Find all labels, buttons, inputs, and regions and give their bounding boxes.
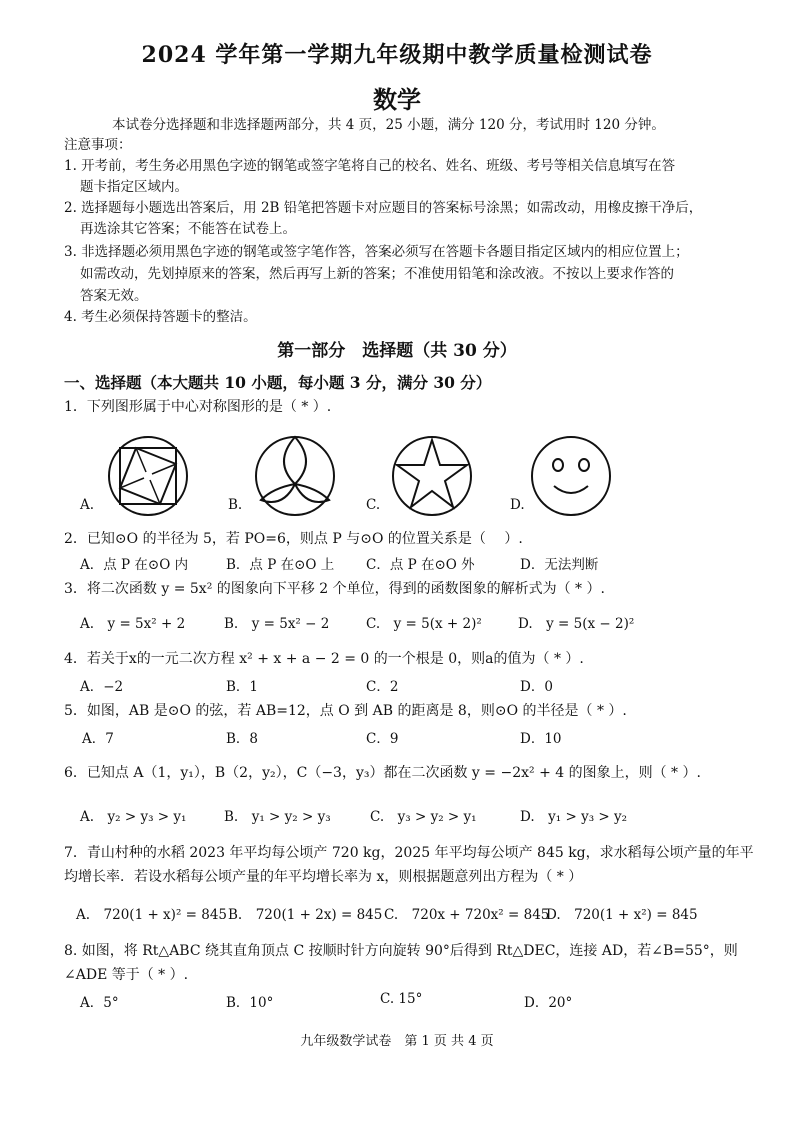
question-6-option-b: B. y₁ > y₂ > y₃	[224, 809, 331, 825]
question-4-option-d: D．0	[520, 679, 553, 695]
question-1-option-b: B.	[228, 497, 243, 513]
square-pinwheel-figure	[106, 434, 190, 518]
question-7-option-c: C. 720x + 720x² = 845	[384, 907, 550, 923]
question-6-option-d: D. y₁ > y₃ > y₂	[520, 809, 628, 825]
notice-item: 再选涂其它答案；不能答在试卷上。	[80, 221, 296, 237]
smiley-face-figure	[529, 434, 613, 518]
question-5-option-b: B．8	[226, 731, 259, 747]
question-3-option-c: C. y = 5(x + 2)²	[366, 616, 482, 632]
question-3-stem: 3．将二次函数 y = 5x² 的图象向下平移 2 个单位，得到的函数图象的解析式为（ * ）.	[64, 581, 605, 597]
question-2-option-a: A．点 P 在⊙O 内	[80, 557, 189, 573]
page-footer: 九年级数学试卷 第 1 页 共 4 页	[300, 1034, 494, 1049]
notice-item: 3. 非选择题必须用黑色字迹的钢笔或签字笔作答，答案必须写在答题卡各题目指定区域内的相应位置上；	[64, 244, 689, 260]
notice-heading: 注意事项：	[64, 137, 132, 153]
notice-item: 1. 开考前，考生务必用黑色字迹的钢笔或签字笔将自己的校名、姓名、班级、考号等相关信息填写在答	[64, 158, 676, 174]
question-8-stem-line-2: ∠ADE 等于（ * ）.	[64, 967, 189, 983]
section-title: 一、选择题（本大题共 10 小题，每小题 3 分，满分 30 分）	[64, 373, 492, 392]
question-8-option-d: D．20°	[524, 995, 573, 1011]
question-2-option-c: C．点 P 在⊙O 外	[366, 557, 475, 573]
question-8-option-a: A．5°	[80, 995, 119, 1011]
notice-item: 4. 考生必须保持答题卡的整洁。	[64, 309, 257, 325]
question-1-option-d: D.	[510, 497, 525, 513]
question-5-option-d: D．10	[520, 731, 562, 747]
star-figure	[390, 434, 474, 518]
subject-title: 数学	[373, 85, 421, 114]
three-petal-figure	[253, 434, 337, 518]
question-1-option-a: A.	[80, 497, 95, 513]
exam-title: 2024 学年第一学期九年级期中教学质量检测试卷	[141, 42, 653, 68]
question-1-stem: 1．下列图形属于中心对称图形的是（ * ）.	[64, 399, 332, 415]
question-6-option-c: C. y₃ > y₂ > y₁	[370, 809, 477, 825]
question-2-stem: 2．已知⊙O 的半径为 5，若 PO=6，则点 P 与⊙O 的位置关系是（ ）.	[64, 531, 523, 547]
question-3-option-d: D. y = 5(x − 2)²	[518, 616, 635, 632]
intro-text: 本试卷分选择题和非选择题两部分，共 4 页，25 小题，满分 120 分，考试用时 120 分钟。	[112, 117, 665, 133]
question-7-option-b: B. 720(1 + 2x) = 845	[228, 907, 383, 923]
question-4-option-c: C．2	[366, 679, 399, 695]
question-4-option-a: A．−2	[80, 679, 124, 695]
question-6-stem: 6．已知点 A（1，y₁），B（2，y₂），C（−3，y₃）都在二次函数 y = −2x² + 4 的图象上，则（ * ）.	[64, 765, 701, 781]
notice-item: 题卡指定区域内。	[80, 179, 188, 195]
notice-item: 2. 选择题每小题选出答案后，用 2B 铅笔把答题卡对应题目的答案标号涂黑；如需改动，用橡皮擦干净后，	[64, 200, 703, 216]
question-1-option-c: C.	[366, 497, 381, 513]
question-4-option-b: B．1	[226, 679, 259, 695]
question-8-option-c: C. 15°	[380, 991, 423, 1007]
notice-item: 如需改动，先划掉原来的答案，然后再写上新的答案；不准使用铅笔和涂改液。不按以上要求作答的	[80, 266, 674, 282]
question-8-option-b: B．10°	[226, 995, 274, 1011]
question-4-stem: 4．若关于x的一元二次方程 x² + x + a − 2 = 0 的一个根是 0，则a的值为（ * ）.	[64, 651, 584, 667]
question-7-option-a: A. 720(1 + x)² = 845	[76, 907, 228, 923]
question-7-stem: 7．青山村种的水稻 2023 年平均每公顷产 720 kg，2025 年平均每公顷产 845 kg，求水稻每公顷产量的年平	[64, 845, 754, 861]
question-3-option-a: A. y = 5x² + 2	[80, 616, 186, 632]
question-2-option-b: B．点 P 在⊙O 上	[226, 557, 335, 573]
question-7-stem-line-2: 均增长率．若设水稻每公顷产量的年平均增长率为 x，则根据题意列出方程为（ * ）	[64, 869, 583, 885]
notice-item: 答案无效。	[80, 288, 148, 304]
question-6-option-a: A. y₂ > y₃ > y₁	[80, 809, 187, 825]
question-3-option-b: B. y = 5x² − 2	[224, 616, 330, 632]
question-5-stem: 5．如图，AB 是⊙O 的弦，若 AB=12，点 O 到 AB 的距离是 8，则⊙O 的半径是（ * ）.	[64, 703, 627, 719]
question-2-option-d: D．无法判断	[520, 557, 599, 573]
question-8-stem: 8. 如图，将 Rt△ABC 绕其直角顶点 C 按顺时针方向旋转 90°后得到 Rt△DEC，连接 AD，若∠B=55°，则	[64, 943, 738, 959]
part-title: 第一部分 选择题（共 30 分）	[277, 341, 517, 361]
question-7-option-d: D. 720(1 + x²) = 845	[546, 907, 698, 923]
question-5-option-a: A．7	[82, 731, 114, 747]
question-5-option-c: C．9	[366, 731, 399, 747]
